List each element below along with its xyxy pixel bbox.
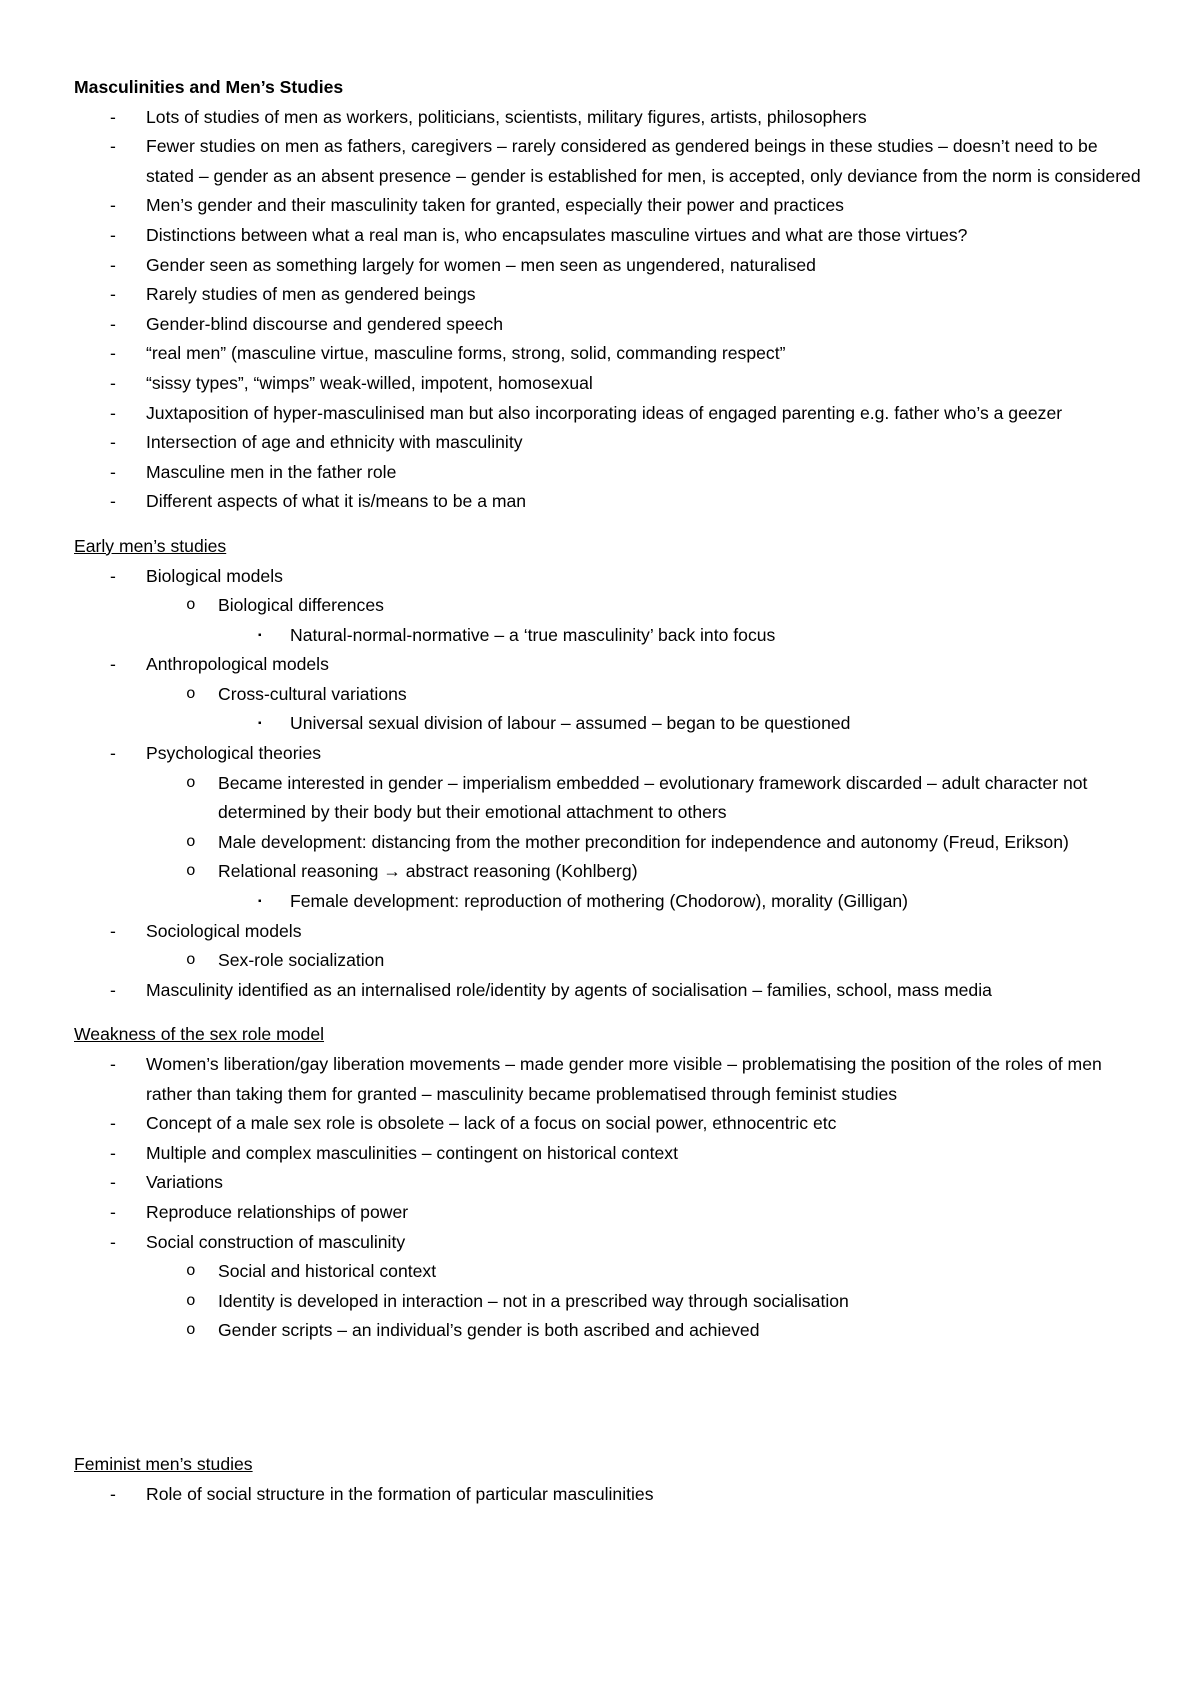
list-item: - Different aspects of what it is/means to be a man [74, 487, 1144, 517]
sub-list-item: o Biological differences ▪ Natural-normal-normative – a ‘true masculinity’ back into focus [146, 591, 1144, 650]
dash-bullet: - [110, 224, 116, 245]
dash-bullet: - [110, 136, 116, 157]
section-heading-feminist-mens-studies: Feminist men’s studies [74, 1453, 253, 1474]
list-item: - Fewer studies on men as fathers, caregivers – rarely considered as gendered beings in these studies – doesn’t need to be stated – gender as an absent presence – gender is established for men, is accepted, only deviance from the norm is considered [74, 132, 1144, 191]
dash-bullet: - [110, 372, 116, 393]
list-item: - Social construction of masculinity o Social and historical context o Identity is developed in interaction – not in a prescribed way through socialisation o Gender scripts – an individual’s gender is both ascribed and achieved [74, 1228, 1144, 1346]
dash-bullet: - [110, 1172, 116, 1193]
dash-bullet: - [110, 402, 116, 423]
section-heading-early-mens-studies: Early men’s studies [74, 535, 227, 556]
square-bullet: ▪ [258, 718, 262, 730]
circle-bullet: o [186, 951, 196, 970]
square-bullet: ▪ [258, 896, 262, 908]
sub-sub-list [218, 621, 1144, 651]
dash-bullet: - [110, 1054, 116, 1074]
sub-sub-list [218, 887, 1144, 917]
list-item: - Intersection of age and ethnicity with masculinity [74, 428, 1144, 458]
list-item: - Anthropological models o Cross-cultural variations ▪ Universal sexual division of labour – assumed – began to be questioned [74, 650, 1144, 739]
dash-bullet: - [110, 920, 116, 941]
feminist-list [74, 1480, 1144, 1510]
sub-list-item: o Relational reasoning → abstract reasoning (Kohlberg) ▪ Female development: reproduction of mothering (Chodorow), morality (Gilligan) [146, 857, 1144, 916]
document-title: Masculinities and Men’s Studies [74, 77, 344, 97]
dash-bullet: - [110, 195, 116, 216]
circle-bullet: o [186, 862, 196, 881]
dash-bullet: - [110, 743, 116, 764]
early-studies-list [74, 562, 1144, 1006]
sub-sub-list-item: ▪ Female development: reproduction of mothering (Chodorow), morality (Gilligan) [218, 887, 1144, 917]
intro-list [74, 103, 1144, 517]
circle-bullet: o [186, 773, 196, 792]
dash-bullet: - [110, 432, 116, 453]
circle-bullet: o [186, 1291, 196, 1310]
list-item: - Psychological theories o Became interested in gender – imperialism embedded – evolutionary framework discarded – adult character not determined by their body but their emotional attachment to others o Male development: distancing from the mother precondition for independence and autonomy (Freud, Erikson) o Relational reasoning → abstract reasoning (Kohlberg) ▪ Female development: reproduction of mothering (Chodorow), morality (Gilligan) [74, 739, 1144, 917]
list-item: - Gender-blind discourse and gendered speech [74, 310, 1144, 340]
circle-bullet: o [186, 832, 196, 851]
dash-bullet: - [110, 1483, 116, 1504]
list-item: - Distinctions between what a real man is, who encapsulates masculine virtues and what are those virtues? [74, 221, 1144, 251]
section-heading-weakness-of-sex-role-model: Weakness of the sex role model [74, 1024, 325, 1045]
dash-bullet: - [110, 1201, 116, 1222]
circle-bullet: o [186, 684, 196, 703]
circle-bullet: o [186, 596, 196, 615]
list-item: - Gender seen as something largely for women – men seen as ungendered, naturalised [74, 251, 1144, 281]
sub-sub-list-item: ▪ Natural-normal-normative – a ‘true masculinity’ back into focus [218, 621, 1144, 651]
sub-list [146, 591, 1144, 650]
dash-bullet: - [110, 284, 116, 305]
list-item: - Women’s liberation/gay liberation movements – made gender more visible – problematising the position of the roles of men rather than taking them for granted – masculinity became problematised through feminist studies [74, 1050, 1144, 1109]
square-bullet: ▪ [258, 629, 262, 641]
list-item: - Concept of a male sex role is obsolete – lack of a focus on social power, ethnocentric etc [74, 1109, 1144, 1139]
sub-list [146, 680, 1144, 739]
list-item: - Men’s gender and their masculinity taken for granted, especially their power and practices [74, 191, 1144, 221]
dash-bullet: - [110, 313, 116, 334]
dash-bullet: - [110, 491, 116, 512]
sub-list-item: o Male development: distancing from the mother precondition for independence and autonomy (Freud, Erikson) [146, 828, 1144, 858]
dash-bullet: - [110, 106, 116, 127]
dash-bullet: - [110, 1231, 116, 1252]
list-item: - Variations [74, 1168, 1144, 1198]
list-item: - “real men” (masculine virtue, masculine forms, strong, solid, commanding respect” [74, 339, 1144, 369]
sub-list-item: o Sex-role socialization [146, 946, 1144, 976]
list-item: - Reproduce relationships of power [74, 1198, 1144, 1228]
weakness-list [74, 1050, 1144, 1346]
sub-list-item: o Social and historical context [146, 1257, 1144, 1287]
sub-sub-list [218, 709, 1144, 739]
dash-bullet: - [110, 1113, 116, 1134]
list-item: - Role of social structure in the formation of particular masculinities [74, 1480, 1144, 1510]
dash-bullet: - [110, 254, 116, 275]
dash-bullet: - [110, 461, 116, 482]
list-item: - “sissy types”, “wimps” weak-willed, impotent, homosexual [74, 369, 1144, 399]
sub-list-item: o Gender scripts – an individual’s gender is both ascribed and achieved [146, 1316, 1144, 1346]
sub-list-item: o Identity is developed in interaction – not in a prescribed way through socialisation [146, 1287, 1144, 1317]
sub-list [146, 946, 1144, 976]
dash-bullet: - [110, 654, 116, 675]
sub-list-item: o Cross-cultural variations ▪ Universal sexual division of labour – assumed – began to be questioned [146, 680, 1144, 739]
list-item: - Lots of studies of men as workers, politicians, scientists, military figures, artists, philosophers [74, 103, 1144, 133]
sub-sub-list-item: ▪ Universal sexual division of labour – assumed – began to be questioned [218, 709, 1144, 739]
circle-bullet: o [186, 1321, 196, 1340]
list-item: - Rarely studies of men as gendered beings [74, 280, 1144, 310]
dash-bullet: - [110, 565, 116, 586]
sub-list-item: o Became interested in gender – imperialism embedded – evolutionary framework discarded – adult character not determined by their body but their emotional attachment to others [146, 769, 1144, 828]
list-item: - Biological models o Biological differences ▪ Natural-normal-normative – a ‘true masculinity’ back into focus [74, 562, 1144, 651]
list-item: - Multiple and complex masculinities – contingent on historical context [74, 1139, 1144, 1169]
dash-bullet: - [110, 1142, 116, 1163]
list-item: - Masculinity identified as an internalised role/identity by agents of socialisation – families, school, mass media [74, 976, 1144, 1006]
list-item: - Juxtaposition of hyper-masculinised man but also incorporating ideas of engaged parenting e.g. father who’s a geezer [74, 399, 1144, 429]
circle-bullet: o [186, 1262, 196, 1281]
list-item: - Sociological models o Sex-role socialization [74, 917, 1144, 976]
dash-bullet: - [110, 343, 116, 364]
document-body [74, 73, 1144, 1509]
list-item: - Masculine men in the father role [74, 458, 1144, 488]
sub-list [146, 769, 1144, 917]
dash-bullet: - [110, 979, 116, 1000]
sub-list [146, 1257, 1144, 1346]
